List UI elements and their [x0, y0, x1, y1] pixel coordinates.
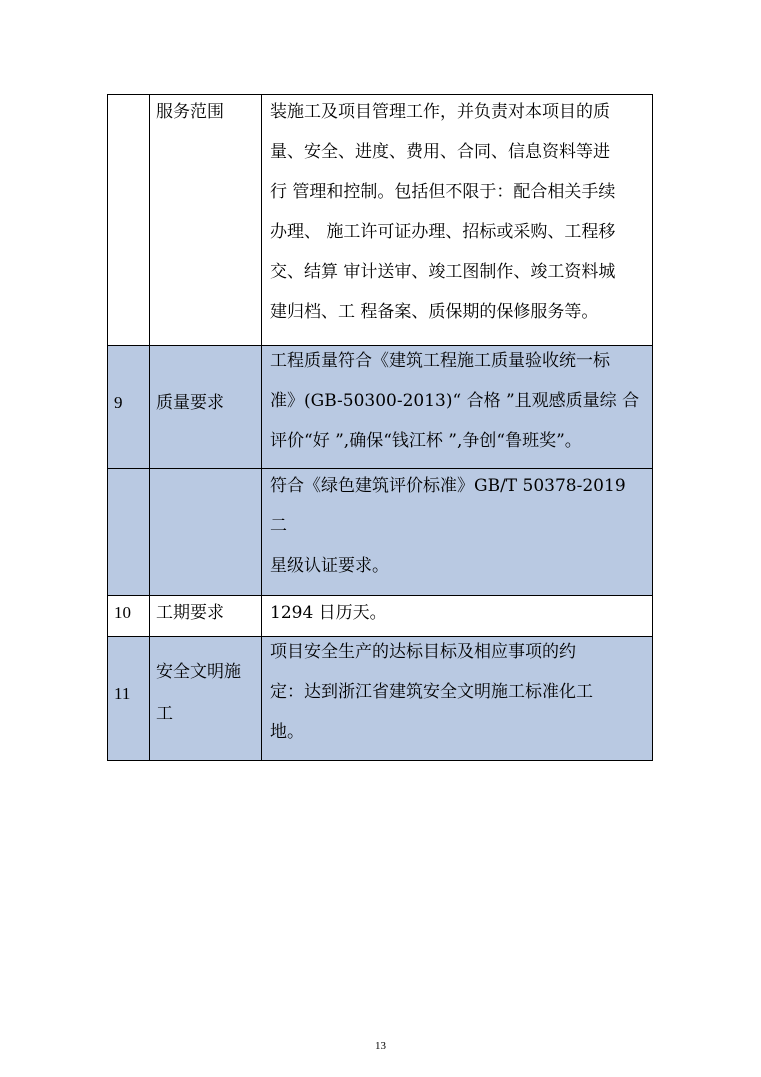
- content-line: 符合《绿色建筑评价标准》GB/T 50378-2019: [270, 476, 626, 496]
- content-line: 地。: [270, 722, 304, 742]
- content-line: 工程质量符合《建筑工程施工质量验收统一标: [270, 351, 610, 371]
- row-label-cell: [150, 95, 262, 345]
- row-label: 质量要求: [156, 393, 224, 413]
- content-line: 二: [270, 516, 287, 536]
- row-number-cell: [108, 637, 150, 760]
- row-content-cell: [262, 469, 652, 595]
- row-content-cell: [262, 346, 652, 468]
- content-line: 行 管理和控制。包括但不限于：配合相关手续: [270, 182, 616, 202]
- row-label: 工期要求: [156, 603, 224, 623]
- table-row-schedule: [107, 595, 653, 637]
- content-line: 交、结算 审计送审、竣工图制作、竣工资料城: [270, 262, 616, 282]
- row-label-cell: [150, 637, 262, 760]
- row-number: 9: [114, 393, 123, 412]
- content-line: 办理、 施工许可证办理、招标或采购、工程移: [270, 222, 616, 242]
- table-row-green-building: [107, 468, 653, 596]
- row-number-cell: [108, 346, 150, 468]
- row-content-cell: [262, 596, 652, 636]
- page-number: 13: [375, 1040, 386, 1052]
- content-line: 准》(GB-50300-2013)“ 合格 ”且观感质量综 合: [270, 391, 640, 411]
- content-line: 项目安全生产的达标目标及相应事项的约: [270, 642, 576, 662]
- content-line: 星级认证要求。: [270, 556, 389, 576]
- row-label: 工: [156, 704, 173, 724]
- row-number-cell: [108, 95, 150, 345]
- content-line: 1294 日历天。: [270, 603, 387, 623]
- content-line: 定：达到浙江省建筑安全文明施工标准化工: [270, 682, 593, 702]
- row-label-cell: [150, 596, 262, 636]
- table-row-quality: [107, 345, 653, 469]
- content-line: 评价“好 ”,确保“钱江杯 ”,争创“鲁班奖”。: [270, 431, 582, 451]
- row-label: 服务范围: [156, 102, 224, 122]
- row-number: 11: [114, 684, 131, 703]
- row-label-cell: [150, 469, 262, 595]
- row-label-cell: [150, 346, 262, 468]
- content-line: 装施工及项目管理工作，并负责对本项目的质: [270, 102, 610, 122]
- row-number: 10: [114, 603, 131, 622]
- row-label: 安全文明施: [156, 662, 241, 682]
- table-row-service-scope: [107, 94, 653, 346]
- row-content-cell: [262, 637, 652, 760]
- row-number-cell: [108, 596, 150, 636]
- table-row-safety: [107, 636, 653, 761]
- content-line: 量、安全、进度、费用、合同、信息资料等进: [270, 142, 610, 162]
- content-line: 建归档、工 程备案、质保期的保修服务等。: [270, 302, 599, 322]
- row-content-cell: [262, 95, 652, 345]
- row-number-cell: [108, 469, 150, 595]
